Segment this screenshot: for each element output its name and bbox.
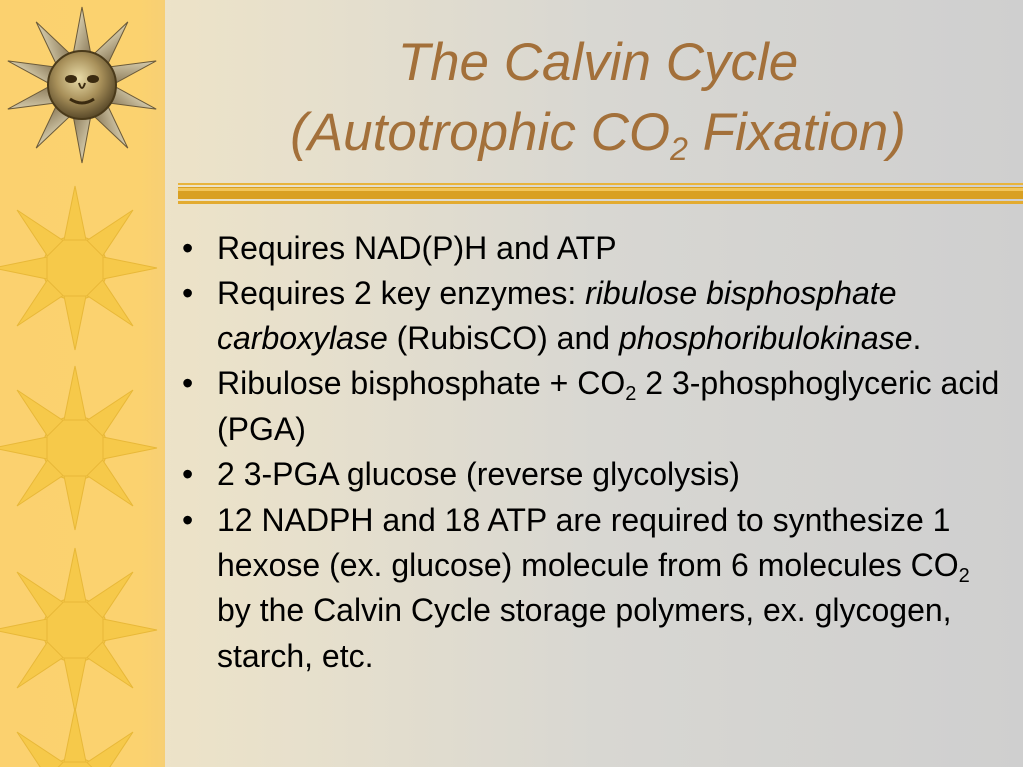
title-line-2-text: (Autotrophic CO <box>290 103 671 162</box>
bullet-text: (RubisCO) and <box>387 320 619 356</box>
title-line-2 <box>178 98 1018 168</box>
bullet-text: 2 3-PGA <box>217 456 347 492</box>
bullet-item <box>180 271 1010 361</box>
bullet-item <box>180 226 1010 271</box>
bullet-text: 2 3-phosphoglyceric acid (PGA) <box>217 365 1000 447</box>
bullet-list <box>180 226 1010 679</box>
bullet-item <box>180 452 1010 498</box>
bullet-text: glucose (reverse glycolysis) <box>346 456 740 492</box>
bullet-text: by the Calvin Cycle <box>217 592 500 628</box>
subscript: 2 <box>958 565 970 587</box>
bullet-item <box>180 498 1010 679</box>
title-line-2-end: Fixation) <box>687 103 906 162</box>
sun-face-icon <box>5 7 159 163</box>
slide-title <box>178 28 1018 168</box>
title-line-1: The Calvin Cycle <box>397 33 799 92</box>
sun-decorations <box>0 0 170 767</box>
bullet-text: Ribulose bisphosphate + CO <box>217 365 626 401</box>
bullet-text: Requires 2 key enzymes: <box>217 275 586 311</box>
bullet-text: . <box>912 320 922 356</box>
title-divider <box>178 181 1023 207</box>
enzyme-name: phosphoribulokinase <box>618 320 913 356</box>
bullet-text: storage polymers, ex. glycogen, starch, etc. <box>217 592 952 674</box>
sun-icon <box>0 366 157 530</box>
bullet-text: Requires NAD(P)H and ATP <box>217 230 617 266</box>
bullet-text: 12 NADPH and 18 ATP are required to synthesize 1 hexose (ex. glucose) molecule from 6 molecules CO <box>217 502 959 583</box>
sun-icon <box>9 708 141 767</box>
bullet-item <box>180 361 1010 452</box>
subscript: 2 <box>625 383 637 405</box>
sun-icon <box>0 548 157 712</box>
title-subscript: 2 <box>670 131 688 167</box>
enzyme-name: ribulose bisphosphate carboxylase <box>217 275 897 356</box>
sun-icon <box>0 186 157 350</box>
